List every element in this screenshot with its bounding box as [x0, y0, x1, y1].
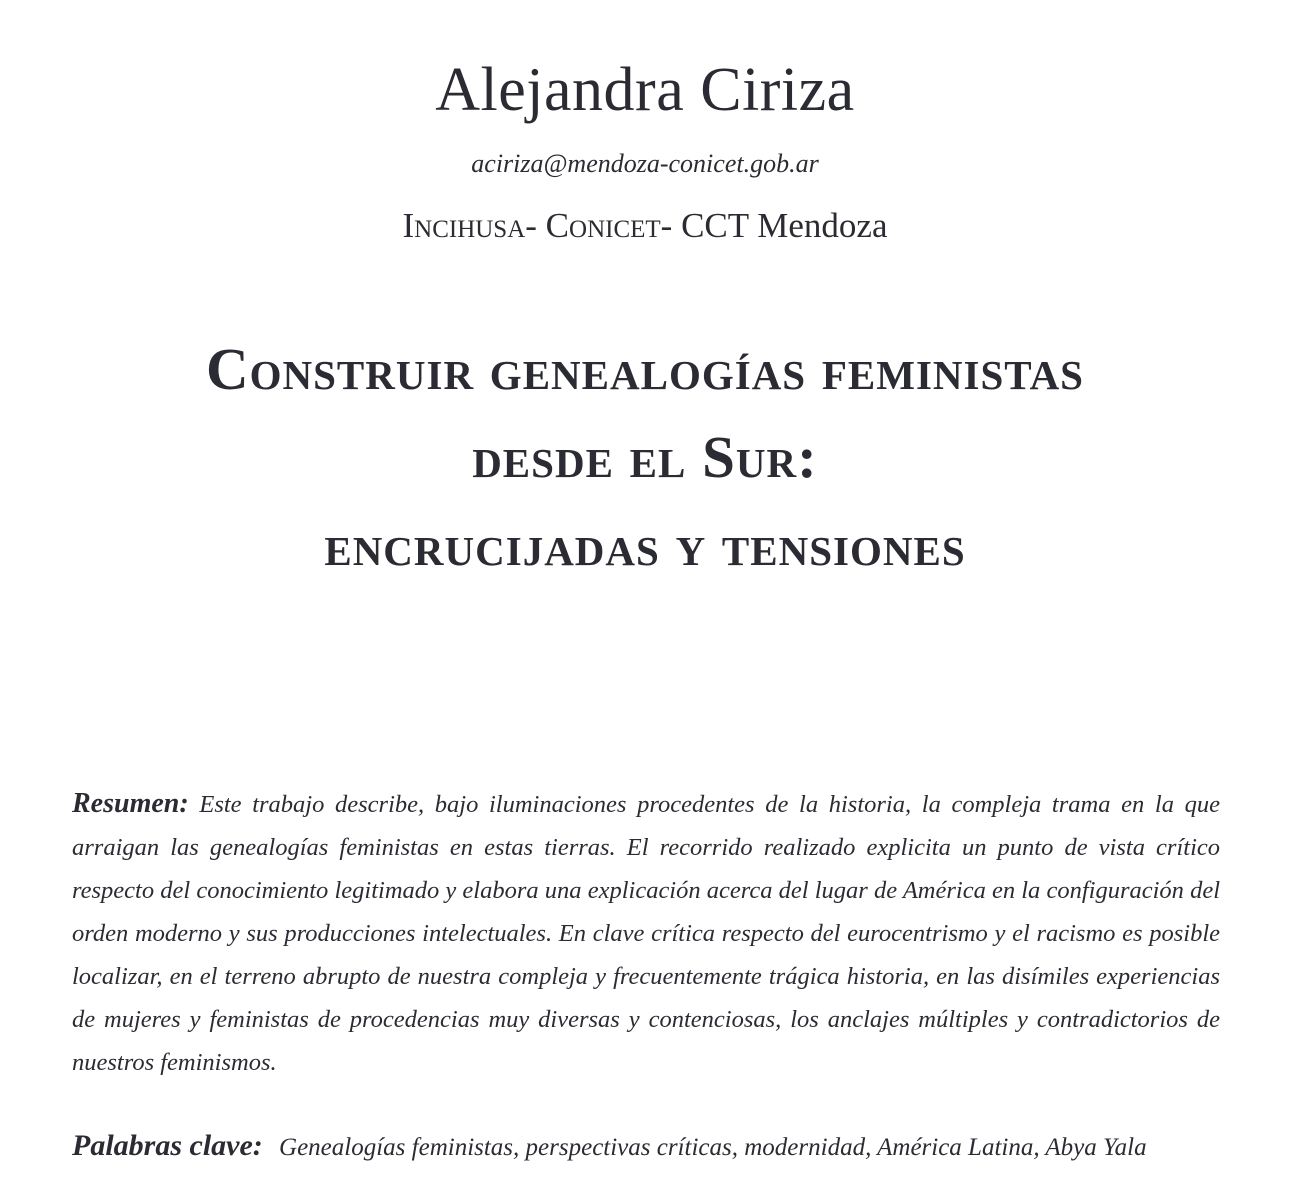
abstract — [72, 782, 1220, 1084]
affiliation-separator: - — [660, 206, 682, 245]
abstract-label: Resumen: — [72, 788, 189, 819]
title-line-1: Construir genealogías feministas — [206, 336, 1084, 402]
affiliation-org-conicet: Conicet — [545, 206, 661, 245]
author-name: Alejandra Ciriza — [435, 56, 855, 124]
title-line-3: encrucijadas y tensiones — [324, 512, 966, 578]
keywords-label: Palabras clave: — [72, 1129, 263, 1162]
affiliation-org-incihusa: Incihusa — [402, 206, 526, 245]
affiliation-separator: - — [525, 206, 546, 245]
title-line-2: desde el Sur: — [472, 424, 818, 490]
affiliation-org-cct: CCT Mendoza — [681, 206, 888, 245]
keywords — [72, 1124, 1232, 1170]
author-affiliation — [0, 204, 1290, 248]
paper-title — [0, 325, 1290, 589]
abstract-text: Este trabajo describe, bajo iluminaciones procedentes de la historia, la compleja trama en la que arraigan las genealogías feministas en estas tierras. El recorrido realizado explicita un punto de vista crítico respecto del conocimiento legitimado y elabora una explicación acerca del lugar de América en la configuración del orden moderno y sus producciones intelectuales. En clave crítica respecto del eurocentrismo y el racismo es posible localizar, en el terreno abrupto de nuestra compleja y frecuentemente trágica historia, en las disímiles experiencias de mujeres y feministas de procedencias muy diversas y contenciosas, los anclajes múltiples y contradictorios de nuestros feminismos. — [72, 791, 1221, 1076]
author-email: aciriza@mendoza-conicet.gob.ar — [471, 149, 819, 178]
keywords-text: Genealogías feministas, perspectivas críticas, modernidad, América Latina, Abya Yala — [279, 1134, 1147, 1161]
